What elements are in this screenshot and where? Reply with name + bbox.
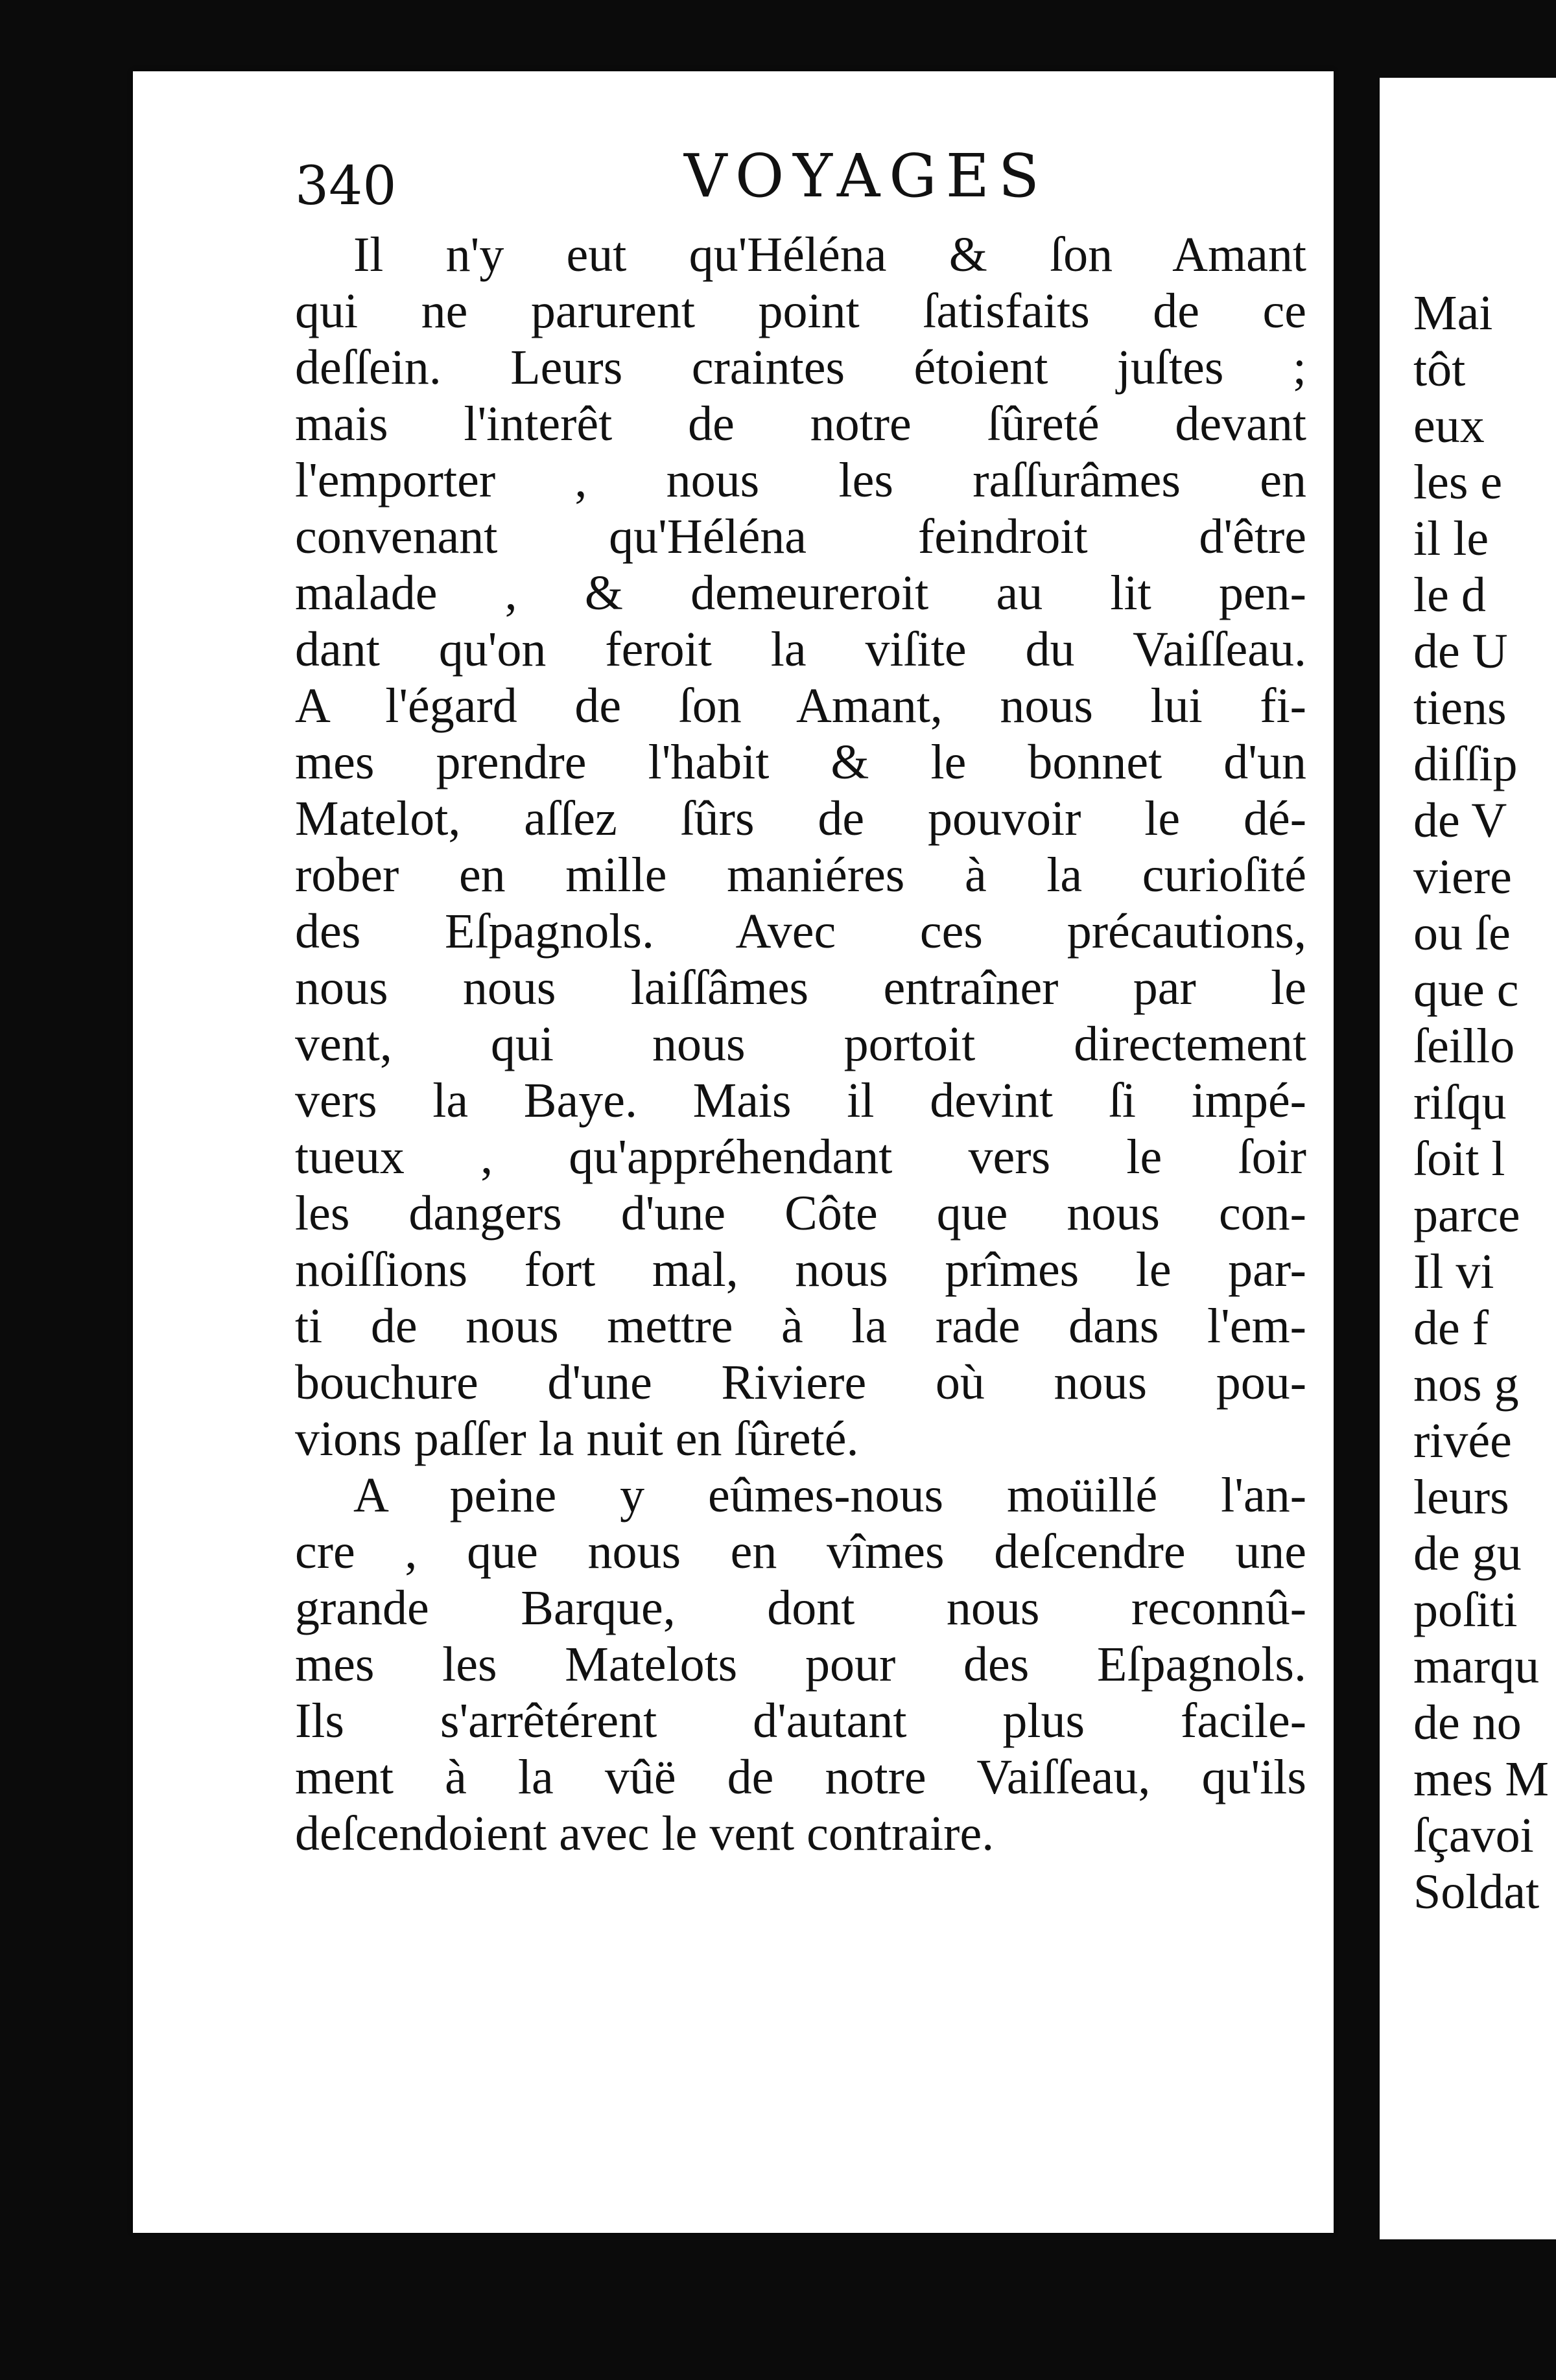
facing-text-line: tôt	[1413, 342, 1466, 397]
facing-text-line: nos g	[1413, 1357, 1519, 1412]
text-line: bouchure d'une Riviere où nous pou-	[295, 1355, 1306, 1410]
facing-text-line: leurs	[1413, 1470, 1509, 1524]
text-line: A peine y eûmes-nous moüillé l'an-	[353, 1468, 1306, 1522]
text-line: rober en mille maniéres à la curioſité	[295, 848, 1306, 902]
text-line: mes prendre l'habit & le bonnet d'un	[295, 735, 1306, 789]
facing-text-line: il le	[1413, 511, 1489, 566]
text-line: cre , que nous en vîmes deſcendre une	[295, 1524, 1306, 1579]
text-line: mes les Matelots pour des Eſpagnols.	[295, 1637, 1306, 1692]
facing-text-line: riſqu	[1413, 1075, 1507, 1130]
text-line: malade , & demeureroit au lit pen-	[295, 566, 1306, 620]
text-line: convenant qu'Héléna feindroit d'être	[295, 509, 1306, 564]
facing-text-line: les e	[1413, 455, 1503, 509]
facing-text-line: parce	[1413, 1188, 1520, 1242]
text-line: l'emporter , nous les raſſurâmes en	[295, 453, 1306, 508]
text-line: vions paſſer la nuit en ſûreté.	[295, 1412, 859, 1466]
facing-text-line: que c	[1413, 962, 1519, 1017]
text-line: noiſſions fort mal, nous prîmes le par-	[295, 1242, 1306, 1297]
facing-text-line: Il vi	[1413, 1244, 1494, 1299]
text-line: dant qu'on feroit la viſite du Vaiſſeau.	[295, 622, 1306, 677]
text-line: qui ne parurent point ſatisfaits de ce	[295, 284, 1306, 338]
facing-text-line: Mai	[1413, 286, 1493, 340]
body-text	[295, 227, 1306, 1862]
facing-text-line: de no	[1413, 1696, 1522, 1750]
page-number: 340	[295, 156, 397, 217]
facing-text-line: rivée	[1413, 1414, 1512, 1468]
facing-text-line: ſeillo	[1413, 1019, 1515, 1073]
page-header	[295, 141, 1306, 217]
text-line: vent, qui nous portoit directement	[295, 1017, 1306, 1071]
facing-text-line: Soldat	[1413, 1865, 1540, 1919]
text-line: grande Barque, dont nous reconnû-	[295, 1581, 1306, 1635]
text-line: deſcendoient avec le vent contraire.	[295, 1806, 995, 1861]
facing-text-line: tiens	[1413, 681, 1507, 735]
text-line: Matelot, aſſez ſûrs de pouvoir le dé-	[295, 791, 1306, 846]
text-line: deſſein. Leurs craintes étoient juſtes ;	[295, 340, 1306, 395]
text-line: vers la Baye. Mais il devint ſi impé-	[295, 1073, 1306, 1128]
text-line: tueux , qu'appréhendant vers le ſoir	[295, 1130, 1306, 1184]
text-line: A l'égard de ſon Amant, nous lui fi-	[295, 679, 1306, 733]
facing-text-line: viere	[1413, 850, 1512, 904]
facing-text-line: poſiti	[1413, 1583, 1518, 1637]
text-line: des Eſpagnols. Avec ces précautions,	[295, 904, 1306, 959]
facing-text-line: ſoit l	[1413, 1132, 1505, 1186]
facing-text-line: mes M	[1413, 1752, 1549, 1806]
facing-text-line: diſſip	[1413, 737, 1518, 791]
facing-text-line: de U	[1413, 624, 1508, 679]
text-line: Ils s'arrêtérent d'autant plus facile-	[295, 1694, 1306, 1748]
text-line: nous nous laiſſâmes entraîner par le	[295, 961, 1306, 1015]
facing-text-line: de gu	[1413, 1526, 1522, 1581]
facing-text-line: eux	[1413, 399, 1485, 453]
text-line: mais l'interêt de notre ſûreté devant	[295, 397, 1306, 451]
facing-text-line: marqu	[1413, 1639, 1540, 1694]
text-line: Il n'y eut qu'Héléna & ſon Amant	[353, 228, 1306, 282]
text-line: les dangers d'une Côte que nous con-	[295, 1186, 1306, 1241]
text-line: ment à la vûë de notre Vaiſſeau, qu'ils	[295, 1750, 1306, 1804]
facing-text-line: de f	[1413, 1301, 1489, 1355]
facing-text-line: de V	[1413, 793, 1507, 848]
facing-text-line: ou ſe	[1413, 906, 1511, 961]
facing-text-line: le d	[1413, 568, 1486, 622]
facing-text-line: ſçavoi	[1413, 1808, 1534, 1863]
running-title: VOYAGES	[684, 141, 1048, 211]
facing-page-text	[1413, 285, 1556, 1920]
text-line: ti de nous mettre à la rade dans l'em-	[295, 1299, 1306, 1353]
